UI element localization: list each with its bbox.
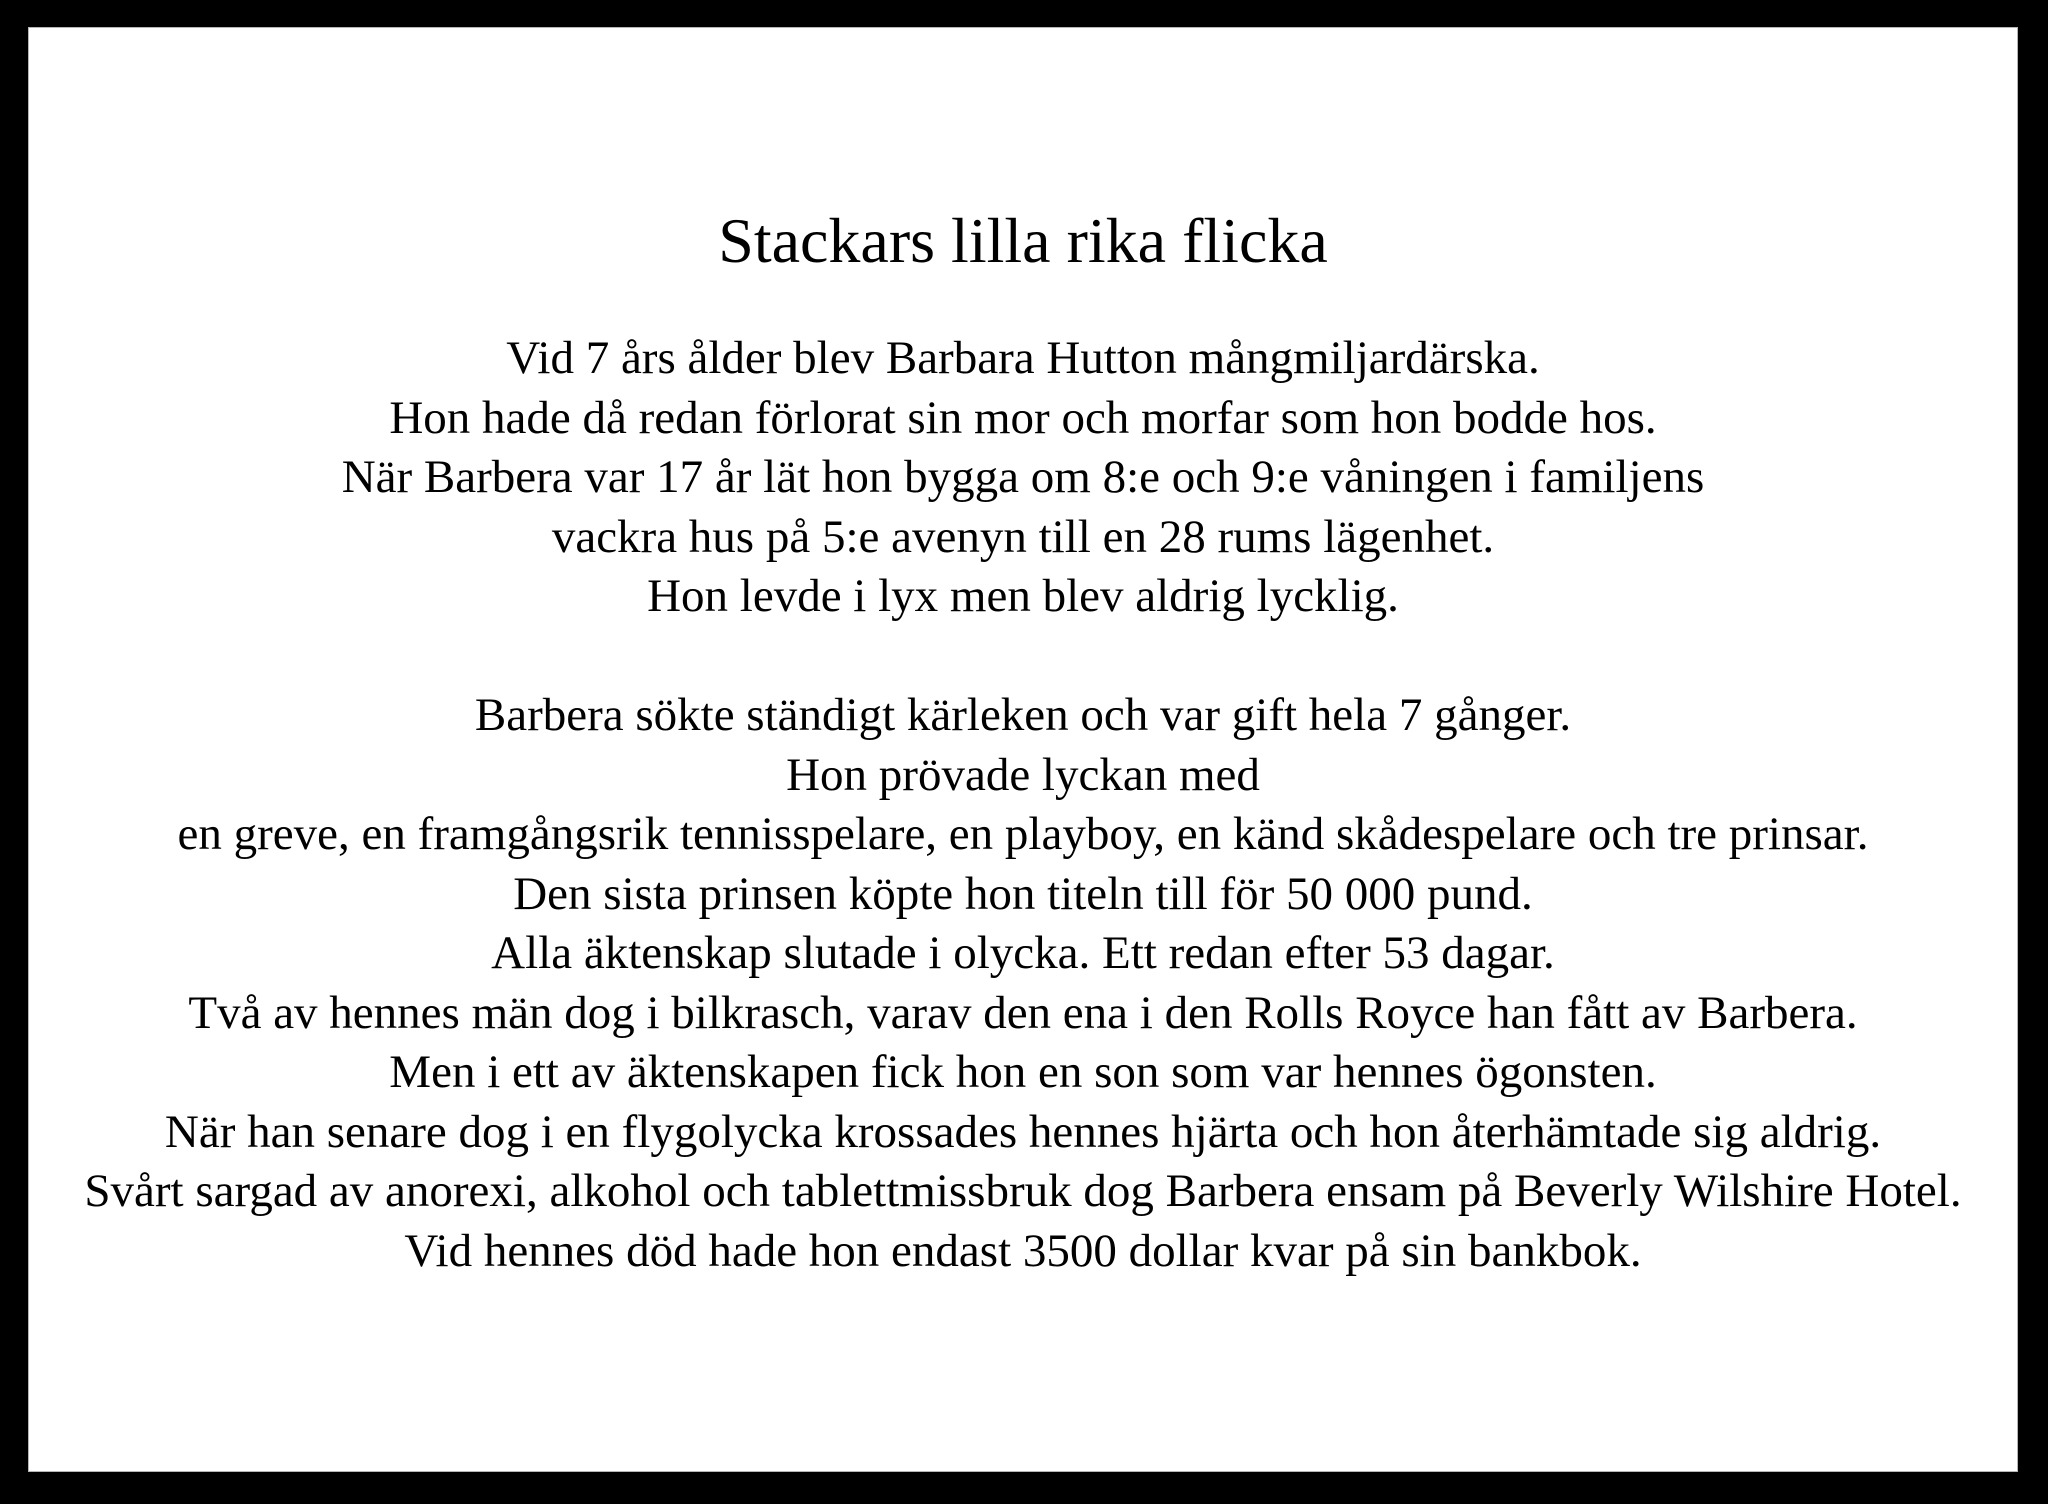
blank-line <box>28 627 2018 687</box>
text-line: en greve, en framgångsrik tennisspelare, en playboy, en känd skådespelare och tre prinsar. <box>177 808 1869 860</box>
text-line: Hon levde i lyx men blev aldrig lycklig. <box>647 570 1399 622</box>
document-body <box>28 329 2018 1281</box>
text-line: Hon hade då redan förlorat sin mor och morfar som hon bodde hos. <box>389 391 1657 444</box>
text-line: Barbera sökte ständigt kärleken och var gift hela 7 gånger. <box>474 689 1572 741</box>
text-line: När Barbera var 17 år lät hon bygga om 8:e och 9:e våningen i familjens <box>341 451 1705 503</box>
text-line: vackra hus på 5:e avenyn till en 28 rums lägenhet. <box>551 510 1495 563</box>
text-line: Den sista prinsen köpte hon titeln till för 50 000 pund. <box>513 867 1533 920</box>
text-line: När han senare dog i en flygolycka krossades hennes hjärta och hon återhämtade sig aldrig. <box>164 1105 1882 1158</box>
document-page <box>28 27 2018 1472</box>
document-title: Stackars lilla rika flicka <box>718 205 1328 276</box>
text-line: Svårt sargad av anorexi, alkohol och tablettmissbruk dog Barbera ensam på Beverly Wilshire Hotel. <box>84 1165 1962 1217</box>
text-line: Två av hennes män dog i bilkrasch, varav den ena i den Rolls Royce han fått av Barbera. <box>188 986 1858 1039</box>
text-line: Vid 7 års ålder blev Barbara Hutton mångmiljardärska. <box>506 332 1540 384</box>
text-line: Hon prövade lyckan med <box>786 748 1260 801</box>
text-line: Alla äktenskap slutade i olycka. Ett redan efter 53 dagar. <box>491 927 1555 979</box>
text-line: Vid hennes död hade hon endast 3500 dollar kvar på sin bankbok. <box>404 1224 1642 1277</box>
text-line: Men i ett av äktenskapen fick hon en son som var hennes ögonsten. <box>389 1046 1657 1098</box>
